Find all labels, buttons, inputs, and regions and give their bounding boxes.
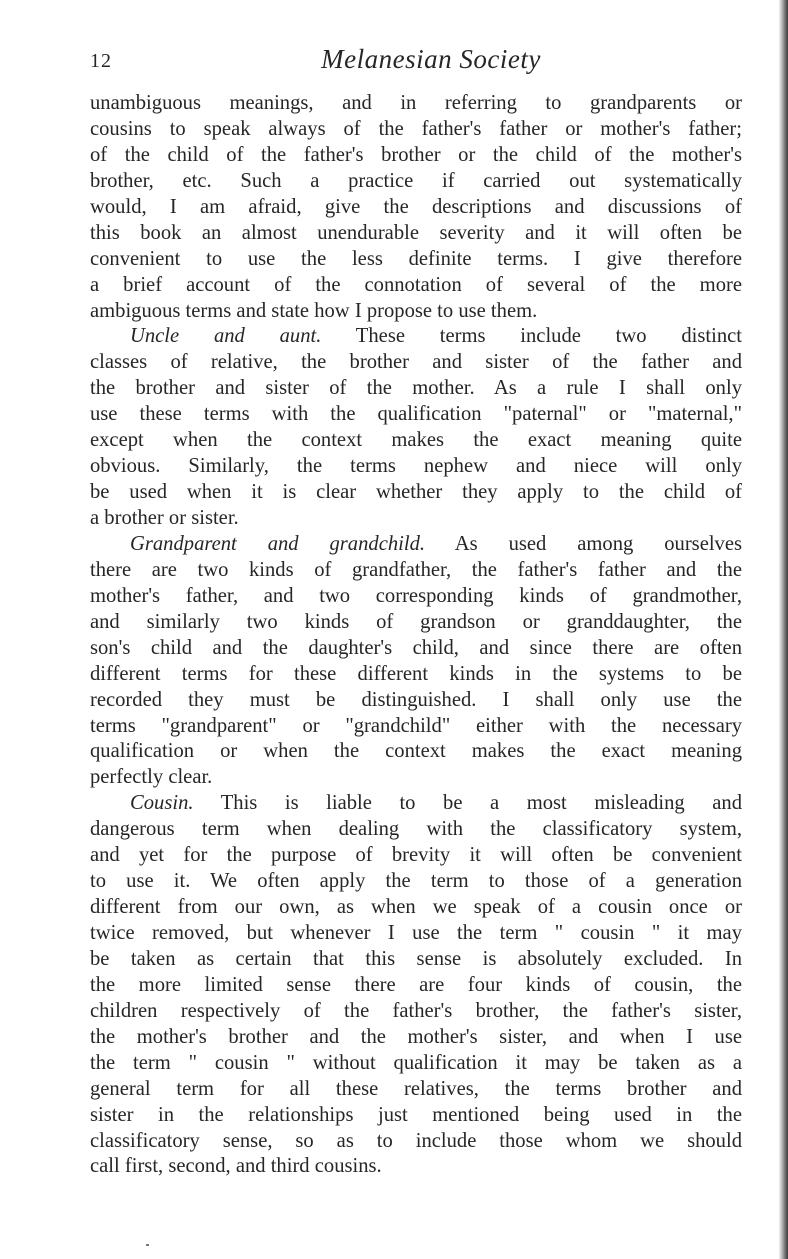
line-text: terms "grandparent" or "grandchild" either with the necessary <box>90 714 742 737</box>
text-line <box>90 765 742 791</box>
line-text: there are two kinds of grandfather, the father's father and the <box>90 558 742 581</box>
term-heading: Grandparent and grandchild. <box>130 532 426 555</box>
line-text: the term " cousin " without qualification it may be taken as a <box>90 1051 742 1074</box>
text-line <box>90 1103 742 1129</box>
line-text: a brief account of the connotation of several of the more <box>90 273 742 296</box>
line-text: the mother's brother and the mother's sister, and when I use <box>90 1025 742 1048</box>
text-line <box>90 143 742 169</box>
page-header <box>90 44 742 76</box>
text-line <box>90 1077 742 1103</box>
line-text: mother's father, and two corresponding kinds of grandmother, <box>90 584 742 607</box>
text-line <box>90 817 742 843</box>
line-text: convenient to use the less definite terms. I give therefore <box>90 247 742 270</box>
line-text: This is liable to be a most misleading and <box>193 792 742 815</box>
line-text: twice removed, but whenever I use the term " cousin " it may <box>90 922 742 944</box>
text-line <box>90 584 742 610</box>
line-text: different terms for these different kinds in the systems to be <box>90 662 742 685</box>
line-text: obvious. Similarly, the terms nephew and niece will only <box>90 455 742 478</box>
text-line <box>90 169 742 195</box>
text-line <box>90 299 742 325</box>
text-line <box>90 999 742 1025</box>
line-text: this book an almost unendurable severity and it will often be <box>90 221 742 244</box>
text-line <box>90 895 742 921</box>
line-text: the brother and sister of the mother. As a rule I shall only <box>90 377 742 400</box>
line-text: children respectively of the father's brother, the father's sister, <box>90 999 742 1022</box>
text-line <box>90 506 742 532</box>
text-line <box>90 947 742 973</box>
text-line <box>90 480 742 506</box>
line-text: dangerous term when dealing with the classificatory system, <box>90 818 742 841</box>
text-line <box>90 376 742 402</box>
text-line <box>90 869 742 895</box>
line-text: As used among ourselves <box>425 532 742 555</box>
stray-ink-mark <box>146 1244 149 1246</box>
line-text: different from our own, as when we speak of a cousin once or <box>90 896 742 919</box>
line-text: ambiguous terms and state how I propose to use them. <box>90 299 538 322</box>
text-line <box>90 273 742 299</box>
page-number: 12 <box>90 50 112 72</box>
line-text: sister in the relationships just mentioned being used in the <box>90 1103 742 1126</box>
line-text: qualification or when the context makes the exact meaning <box>90 740 742 763</box>
line-text: and yet for the purpose of brevity it will often be convenient <box>90 844 742 867</box>
line-text: classes of relative, the brother and sister of the father and <box>90 351 742 374</box>
text-line <box>90 714 742 740</box>
paragraph-lead-line <box>90 532 742 558</box>
text-line <box>90 688 742 714</box>
text-line <box>90 1154 742 1180</box>
text-line <box>90 1051 742 1077</box>
line-text: These terms include two distinct <box>321 325 742 348</box>
line-text: perfectly clear. <box>90 766 213 789</box>
text-line <box>90 402 742 428</box>
line-text: brother, etc. Such a practice if carried out systematically <box>90 169 742 192</box>
line-text: cousins to speak always of the father's father or mother's father; <box>90 117 742 140</box>
line-text: unambiguous meanings, and in referring to grandparents or <box>90 92 742 114</box>
text-line <box>90 117 742 143</box>
line-text: of the child of the father's brother or the child of the mother's <box>90 143 742 166</box>
text-line <box>90 247 742 273</box>
line-text: and similarly two kinds of grandson or granddaughter, the <box>90 610 742 633</box>
text-line <box>90 662 742 688</box>
line-text: to use it. We often apply the term to those of a generation <box>90 870 742 893</box>
paragraph-lead-line <box>90 324 742 350</box>
text-line <box>90 921 742 947</box>
line-text: classificatory sense, so as to include those whom we should <box>90 1129 742 1152</box>
text-line <box>90 610 742 636</box>
text-line <box>90 558 742 584</box>
line-text: a brother or sister. <box>90 507 239 529</box>
text-line <box>90 195 742 221</box>
term-heading: Cousin. <box>130 792 194 815</box>
text-line <box>90 221 742 247</box>
running-title: Melanesian Society <box>321 44 541 74</box>
paragraph-lead-line <box>90 791 742 817</box>
line-text: general term for all these relatives, the terms brother and <box>90 1077 742 1100</box>
text-line <box>90 428 742 454</box>
text-line <box>90 91 742 117</box>
text-line <box>90 636 742 662</box>
line-text: the more limited sense there are four kinds of cousin, the <box>90 973 742 996</box>
line-text: use these terms with the qualification "paternal" or "maternal," <box>90 403 742 426</box>
text-line <box>90 454 742 480</box>
text-line <box>90 1025 742 1051</box>
text-line <box>90 350 742 376</box>
text-line <box>90 973 742 999</box>
page-edge-shadow <box>779 0 788 1259</box>
body-text <box>90 91 742 1180</box>
line-text: except when the context makes the exact meaning quite <box>90 429 742 452</box>
line-text: call first, second, and third cousins. <box>90 1155 382 1178</box>
text-line <box>90 1129 742 1155</box>
line-text: be used when it is clear whether they apply to the child of <box>90 481 742 504</box>
line-text: recorded they must be distinguished. I shall only use the <box>90 688 742 711</box>
line-text: son's child and the daughter's child, and since there are often <box>90 636 742 659</box>
line-text: be taken as certain that this sense is absolutely excluded. In <box>90 947 742 970</box>
line-text: would, I am afraid, give the descriptions and discussions of <box>90 195 742 218</box>
text-line <box>90 843 742 869</box>
text-line <box>90 739 742 765</box>
term-heading: Uncle and aunt. <box>130 325 322 348</box>
